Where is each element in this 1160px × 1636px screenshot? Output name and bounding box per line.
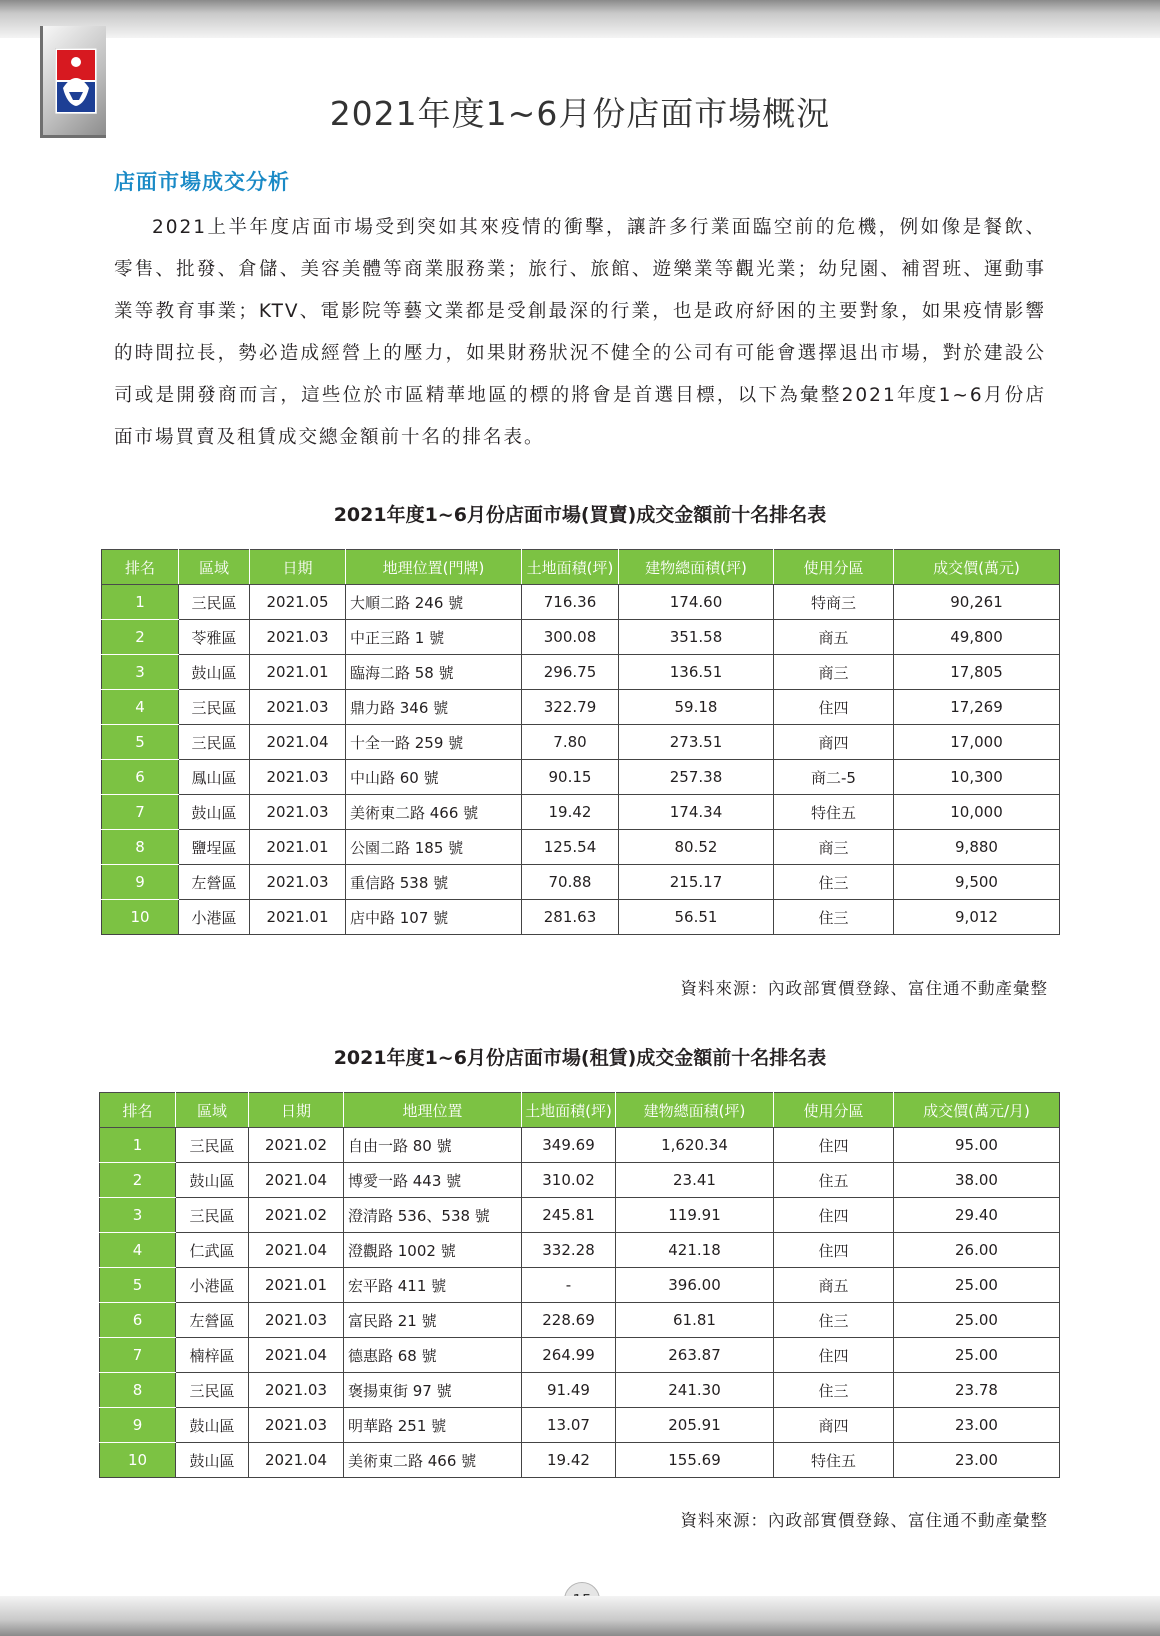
table-cell: 中山路 60 號 [346,760,522,795]
table-cell: 2021.03 [250,795,346,830]
table-cell: 商五 [774,620,894,655]
table-cell: 左營區 [176,1303,249,1338]
table-row [100,1443,1060,1478]
column-header: 區域 [176,1093,249,1128]
table-cell: 296.75 [522,655,619,690]
table-cell: 楠梓區 [176,1338,249,1373]
table-cell: 9,500 [894,865,1060,900]
table-cell: 228.69 [522,1303,616,1338]
table-cell: 90,261 [894,585,1060,620]
table-cell: 2021.01 [249,1268,344,1303]
column-header: 日期 [249,1093,344,1128]
table-cell: 住四 [774,1338,894,1373]
table-cell: 90.15 [522,760,619,795]
table-cell: 205.91 [616,1408,774,1443]
table-cell: 136.51 [619,655,774,690]
table-cell: 61.81 [616,1303,774,1338]
table-cell: 263.87 [616,1338,774,1373]
column-header: 土地面積(坪) [522,1093,616,1128]
table-row [100,1408,1060,1443]
table-cell: 褒揚東街 97 號 [344,1373,522,1408]
column-header: 地理位置 [344,1093,522,1128]
table-cell: 宏平路 411 號 [344,1268,522,1303]
table-cell: 2021.04 [250,725,346,760]
table-cell: 26.00 [894,1233,1060,1268]
table-row [102,585,1060,620]
rent-ranking-table [99,1092,1060,1478]
table-cell: 29.40 [894,1198,1060,1233]
table-cell: 300.08 [522,620,619,655]
column-header: 日期 [250,550,346,585]
table-cell: 241.30 [616,1373,774,1408]
table-cell: 德惠路 68 號 [344,1338,522,1373]
table-cell: 鹽埕區 [179,830,250,865]
table-cell: 91.49 [522,1373,616,1408]
table-cell: 281.63 [522,900,619,935]
table-header-row [102,550,1060,585]
table-cell: 23.00 [894,1408,1060,1443]
page-title: 2021年度1~6月份店面市場概況 [329,94,831,133]
column-header: 區域 [179,550,250,585]
table-row [102,690,1060,725]
table-row [102,725,1060,760]
table-cell: 2021.03 [250,760,346,795]
table-row [100,1338,1060,1373]
table-cell: 351.58 [619,620,774,655]
table-cell: 公園二路 185 號 [346,830,522,865]
table-cell: 2021.03 [249,1303,344,1338]
table-cell: 商五 [774,1268,894,1303]
table-row [100,1128,1060,1163]
rank-cell: 3 [100,1198,176,1233]
column-header: 使用分區 [774,1093,894,1128]
table-cell: 13.07 [522,1408,616,1443]
table-cell: 322.79 [522,690,619,725]
rank-cell: 2 [102,620,179,655]
table-cell: 2021.03 [250,690,346,725]
column-header: 排名 [102,550,179,585]
table-cell: 2021.02 [249,1198,344,1233]
column-header: 建物總面積(坪) [619,550,774,585]
table-cell: 商三 [774,655,894,690]
table-row [102,830,1060,865]
table-cell: 2021.01 [250,830,346,865]
table-cell: 仁武區 [176,1233,249,1268]
rank-cell: 2 [100,1163,176,1198]
table-cell: 17,805 [894,655,1060,690]
table-cell: 三民區 [176,1373,249,1408]
table-cell: 鼓山區 [176,1408,249,1443]
table-cell: 臨海二路 58 號 [346,655,522,690]
table-cell: 商四 [774,725,894,760]
table-cell: 25.00 [894,1303,1060,1338]
table-row [100,1233,1060,1268]
table-cell: 310.02 [522,1163,616,1198]
table-cell: 住四 [774,1128,894,1163]
table-cell: 7.80 [522,725,619,760]
table-cell: 澄清路 536、538 號 [344,1198,522,1233]
table-cell: 商二-5 [774,760,894,795]
table-cell: 9,012 [894,900,1060,935]
table-cell: 2021.01 [250,655,346,690]
rank-cell: 5 [100,1268,176,1303]
table-cell: 2021.03 [249,1408,344,1443]
table-cell: 左營區 [179,865,250,900]
table-cell: 2021.03 [250,620,346,655]
table-cell: 257.38 [619,760,774,795]
column-header: 成交價(萬元/月) [894,1093,1060,1128]
rank-cell: 4 [100,1233,176,1268]
table-cell: 17,000 [894,725,1060,760]
table-cell: 264.99 [522,1338,616,1373]
table-cell: - [522,1268,616,1303]
table-cell: 自由一路 80 號 [344,1128,522,1163]
table-cell: 19.42 [522,795,619,830]
table-cell: 住三 [774,1373,894,1408]
table-cell: 95.00 [894,1128,1060,1163]
section-heading: 店面市場成交分析 [114,170,290,194]
rank-cell: 3 [102,655,179,690]
rank-cell: 9 [102,865,179,900]
table-row [100,1303,1060,1338]
table-cell: 70.88 [522,865,619,900]
table-cell: 2021.04 [249,1338,344,1373]
table-cell: 2021.04 [249,1163,344,1198]
column-header: 排名 [100,1093,176,1128]
table-cell: 小港區 [176,1268,249,1303]
table-header-row [100,1093,1060,1128]
table-cell: 三民區 [179,690,250,725]
table-row [102,865,1060,900]
table-cell: 2021.05 [250,585,346,620]
table-cell: 大順二路 246 號 [346,585,522,620]
table-cell: 23.41 [616,1163,774,1198]
sale-source-note: 資料來源：內政部實價登錄、富住通不動產彙整 [680,979,1048,998]
table-cell: 10,300 [894,760,1060,795]
table-cell: 9,880 [894,830,1060,865]
bottom-gradient-band [0,1596,1160,1636]
table-row [100,1198,1060,1233]
table-row [102,900,1060,935]
table-cell: 住四 [774,1233,894,1268]
table-cell: 25.00 [894,1338,1060,1373]
table-cell: 10,000 [894,795,1060,830]
table-cell: 住三 [774,900,894,935]
column-header: 土地面積(坪) [522,550,619,585]
table-cell: 716.36 [522,585,619,620]
rank-cell: 7 [100,1338,176,1373]
table-cell: 56.51 [619,900,774,935]
table-cell: 商四 [774,1408,894,1443]
table-cell: 49,800 [894,620,1060,655]
table-cell: 住三 [774,865,894,900]
table-row [100,1268,1060,1303]
top-gradient-band [0,0,1160,38]
table-cell: 特商三 [774,585,894,620]
table-cell: 38.00 [894,1163,1060,1198]
table-cell: 273.51 [619,725,774,760]
table-cell: 鼓山區 [176,1163,249,1198]
table-cell: 80.52 [619,830,774,865]
table-cell: 重信路 538 號 [346,865,522,900]
table-cell: 十全一路 259 號 [346,725,522,760]
table-cell: 119.91 [616,1198,774,1233]
table-cell: 245.81 [522,1198,616,1233]
table-cell: 明華路 251 號 [344,1408,522,1443]
table-cell: 富民路 21 號 [344,1303,522,1338]
table-row [102,655,1060,690]
rank-cell: 8 [102,830,179,865]
table-cell: 小港區 [179,900,250,935]
table-cell: 174.60 [619,585,774,620]
table-cell: 住四 [774,690,894,725]
rank-cell: 9 [100,1408,176,1443]
rent-source-note: 資料來源：內政部實價登錄、富住通不動產彙整 [680,1511,1048,1530]
table-cell: 美術東二路 466 號 [344,1443,522,1478]
table-cell: 25.00 [894,1268,1060,1303]
table-cell: 住三 [774,1303,894,1338]
table-cell: 中正三路 1 號 [346,620,522,655]
table-cell: 鳳山區 [179,760,250,795]
table-cell: 349.69 [522,1128,616,1163]
table-cell: 2021.03 [250,865,346,900]
rank-cell: 6 [102,760,179,795]
table-cell: 住五 [774,1163,894,1198]
table-cell: 鼓山區 [176,1443,249,1478]
table-cell: 215.17 [619,865,774,900]
table-cell: 博愛一路 443 號 [344,1163,522,1198]
rank-cell: 4 [102,690,179,725]
rank-cell: 1 [100,1128,176,1163]
table-cell: 155.69 [616,1443,774,1478]
table-cell: 2021.04 [249,1233,344,1268]
table-cell: 三民區 [176,1128,249,1163]
table-cell: 421.18 [616,1233,774,1268]
rank-cell: 6 [100,1303,176,1338]
table-cell: 2021.01 [250,900,346,935]
table-cell: 鼎力路 346 號 [346,690,522,725]
table-cell: 三民區 [179,585,250,620]
table-cell: 美術東二路 466 號 [346,795,522,830]
table-cell: 2021.04 [249,1443,344,1478]
table-row [100,1373,1060,1408]
table-cell: 2021.02 [249,1128,344,1163]
table-cell: 332.28 [522,1233,616,1268]
table-row [100,1163,1060,1198]
column-header: 使用分區 [774,550,894,585]
column-header: 建物總面積(坪) [616,1093,774,1128]
sale-table-caption: 2021年度1~6月份店面市場(買賣)成交金額前十名排名表 [333,504,827,526]
table-cell: 17,269 [894,690,1060,725]
column-header: 成交價(萬元) [894,550,1060,585]
table-cell: 19.42 [522,1443,616,1478]
table-cell: 特住五 [774,1443,894,1478]
table-row [102,760,1060,795]
table-cell: 23.78 [894,1373,1060,1408]
column-header: 地理位置(門牌) [346,550,522,585]
rank-cell: 5 [102,725,179,760]
table-cell: 396.00 [616,1268,774,1303]
table-cell: 1,620.34 [616,1128,774,1163]
sale-ranking-table [101,549,1060,935]
table-cell: 23.00 [894,1443,1060,1478]
table-cell: 店中路 107 號 [346,900,522,935]
rank-cell: 7 [102,795,179,830]
rank-cell: 10 [100,1443,176,1478]
table-cell: 住四 [774,1198,894,1233]
table-cell: 174.34 [619,795,774,830]
table-cell: 商三 [774,830,894,865]
rank-cell: 1 [102,585,179,620]
table-cell: 125.54 [522,830,619,865]
table-cell: 鼓山區 [179,795,250,830]
table-cell: 三民區 [179,725,250,760]
rent-table-caption: 2021年度1~6月份店面市場(租賃)成交金額前十名排名表 [333,1047,827,1069]
rank-cell: 10 [102,900,179,935]
table-cell: 鼓山區 [179,655,250,690]
table-cell: 59.18 [619,690,774,725]
rank-cell: 8 [100,1373,176,1408]
table-cell: 澄觀路 1002 號 [344,1233,522,1268]
table-row [102,620,1060,655]
intro-paragraph: 2021上半年度店面市場受到突如其來疫情的衝擊，讓許多行業面臨空前的危機，例如像是餐飲、零售、批發、倉儲、美容美體等商業服務業；旅行、旅館、遊樂業等觀光業；幼兒園、補習班、運動事業等教育事業；KTV、電影院等藝文業都是受創最深的行業，也是政府紓困的主要對象，如果疫情影響的時間拉長，勢必造成經營上的壓力，如果財務狀況不健全的公司有可能會選擇退出市場，對於建設公司或是開發商而言，這些位於市區精華地區的標的將會是首選目標，以下為彙整2021年度1~6月份店面市場買賣及租賃成交總金額前十名的排名表。 [114,217,1046,448]
table-cell: 三民區 [176,1198,249,1233]
table-cell: 苓雅區 [179,620,250,655]
table-row [102,795,1060,830]
table-cell: 2021.03 [249,1373,344,1408]
table-cell: 特住五 [774,795,894,830]
